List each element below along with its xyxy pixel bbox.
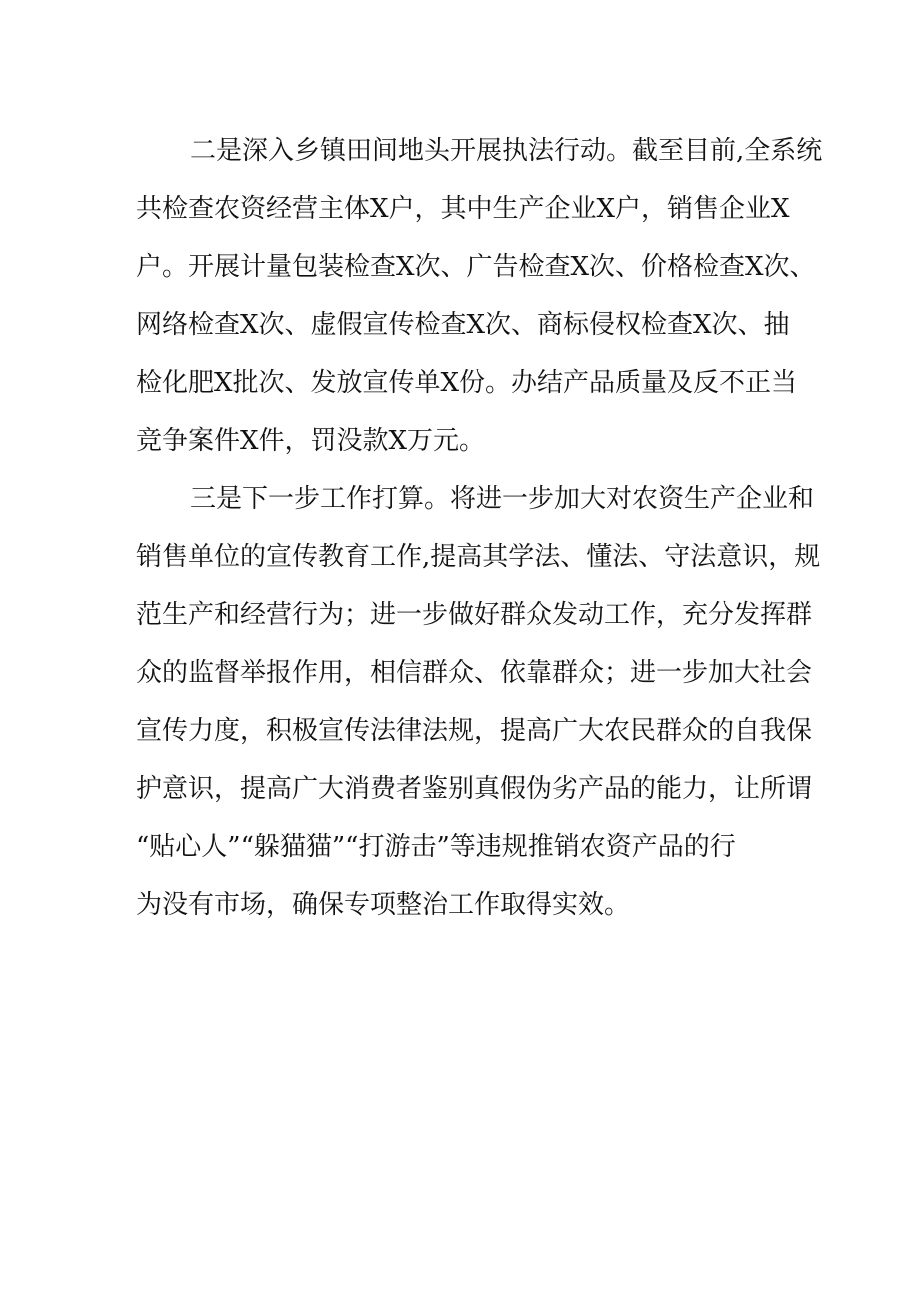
paragraph-enforcement [136,122,823,470]
paragraph-line: 检化肥X批次、发放宣传单X份。办结产品质量及反不正当 [136,368,798,398]
paragraph-line: 户。开展计量包装检查X次、广告检查X次、价格检查X次、 [136,252,816,282]
document-body [136,122,823,934]
paragraph-line: 竞争案件X件，罚没款X万元。 [136,426,486,456]
paragraph-line: 销售单位的宣传教育工作,提高其学法、懂法、守法意识，规 [136,542,821,572]
paragraph-line: 共检查农资经营主体X户，其中生产企业X户，销售企业X [136,194,790,224]
paragraph-line: 范生产和经营行为；进一步做好群众发动工作，充分发挥群 [136,600,813,630]
paragraph-line: 宣传力度，积极宣传法律法规，提高广大农民群众的自我保 [136,716,813,746]
paragraph-line: 网络检查X次、虚假宣传检查X次、商标侵权检查X次、抽 [136,310,790,340]
paragraph-line: 二是深入乡镇田间地头开展执法行动。截至目前,全系统 [190,136,823,166]
paragraph-line: 三是下一步工作打算。将进一步加大对农资生产企业和 [190,484,815,514]
paragraph-line: 众的监督举报作用，相信群众、依靠群众；进一步加大社会 [136,658,813,688]
paragraph-next-steps [136,470,821,934]
paragraph-line: 为没有市场，确保专项整治工作取得实效。 [136,890,631,920]
paragraph-line: “贴心人”“躲猫猫”“打游击”等违规推销农资产品的行 [136,832,736,862]
paragraph-line: 护意识，提高广大消费者鉴别真假伪劣产品的能力，让所谓 [136,774,813,804]
